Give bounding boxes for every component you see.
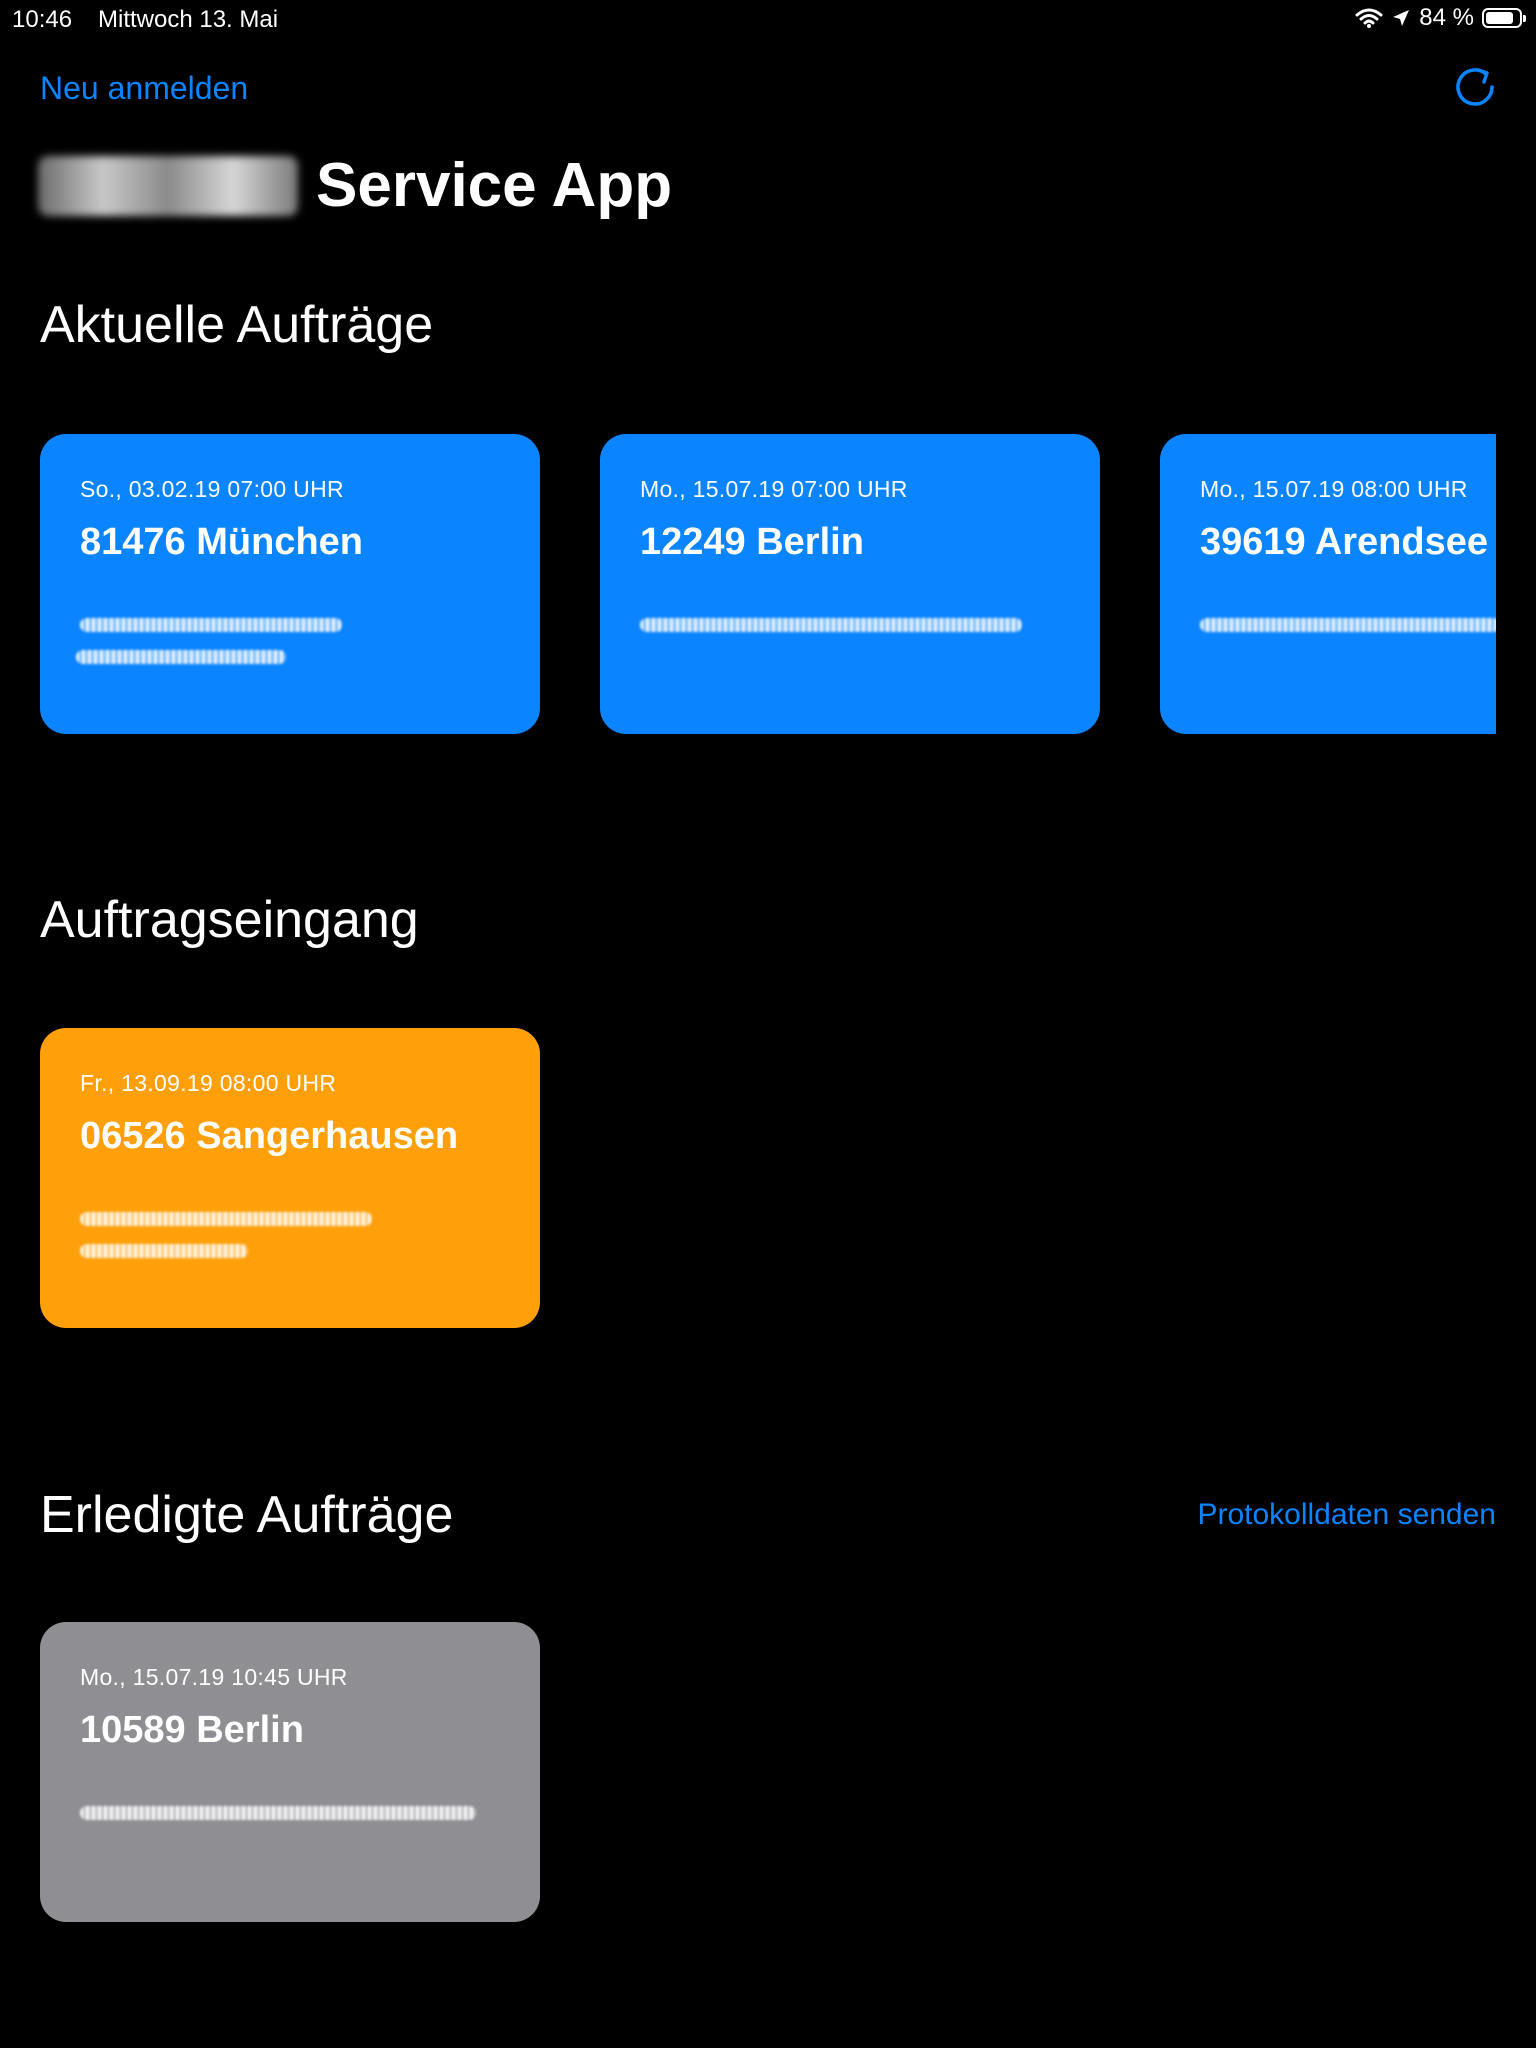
order-city: 81476 München	[80, 521, 363, 563]
order-card[interactable]	[40, 1028, 540, 1328]
redacted-address	[640, 618, 1022, 632]
order-card[interactable]	[1160, 434, 1496, 734]
battery-percent: 84 %	[1419, 4, 1474, 31]
incoming-orders-row[interactable]	[40, 1028, 1496, 1328]
order-date: Mo., 15.07.19 07:00 UHR	[640, 476, 908, 502]
order-date: Fr., 13.09.19 08:00 UHR	[80, 1070, 337, 1096]
redacted-address	[80, 1806, 476, 1820]
location-arrow-icon	[1391, 8, 1411, 28]
status-time: 10:46	[12, 6, 73, 33]
order-card[interactable]	[600, 434, 1100, 734]
redacted-address	[80, 1212, 372, 1226]
refresh-button[interactable]	[1450, 62, 1500, 112]
send-protocol-data-link[interactable]: Protokolldaten senden	[1197, 1498, 1496, 1531]
section-title-done: Erledigte Aufträge	[40, 1486, 454, 1544]
battery-icon	[1482, 8, 1522, 28]
current-orders-row[interactable]	[40, 434, 1496, 734]
redacted-address	[80, 618, 342, 632]
order-card[interactable]	[40, 1622, 540, 1922]
status-indicators	[1355, 4, 1522, 32]
status-bar	[0, 0, 1536, 40]
redacted-brand-logo	[38, 156, 298, 216]
section-title-incoming: Auftragseingang	[40, 891, 419, 949]
redacted-address	[80, 1244, 248, 1258]
battery-nub	[1523, 15, 1526, 22]
redacted-address	[76, 650, 286, 664]
order-date: So., 03.02.19 07:00 UHR	[80, 476, 344, 502]
refresh-icon	[1450, 62, 1500, 112]
order-city: 12249 Berlin	[640, 521, 864, 563]
relogin-link[interactable]: Neu anmelden	[40, 70, 249, 106]
app-header	[38, 150, 672, 221]
done-orders-row[interactable]	[40, 1622, 1496, 1922]
order-card[interactable]	[40, 434, 540, 734]
status-date: Mittwoch 13. Mai	[98, 6, 279, 33]
order-city: 10589 Berlin	[80, 1709, 304, 1751]
order-date: Mo., 15.07.19 08:00 UHR	[1200, 476, 1468, 502]
order-city: 06526 Sangerhausen	[80, 1115, 459, 1157]
app-title: Service App	[316, 151, 673, 220]
battery-level	[1486, 12, 1513, 24]
order-city: 39619 Arendsee	[1200, 521, 1489, 563]
redacted-address	[1200, 618, 1496, 632]
section-title-current: Aktuelle Aufträge	[40, 296, 434, 354]
order-date: Mo., 15.07.19 10:45 UHR	[80, 1664, 348, 1690]
wifi-icon	[1355, 7, 1383, 29]
